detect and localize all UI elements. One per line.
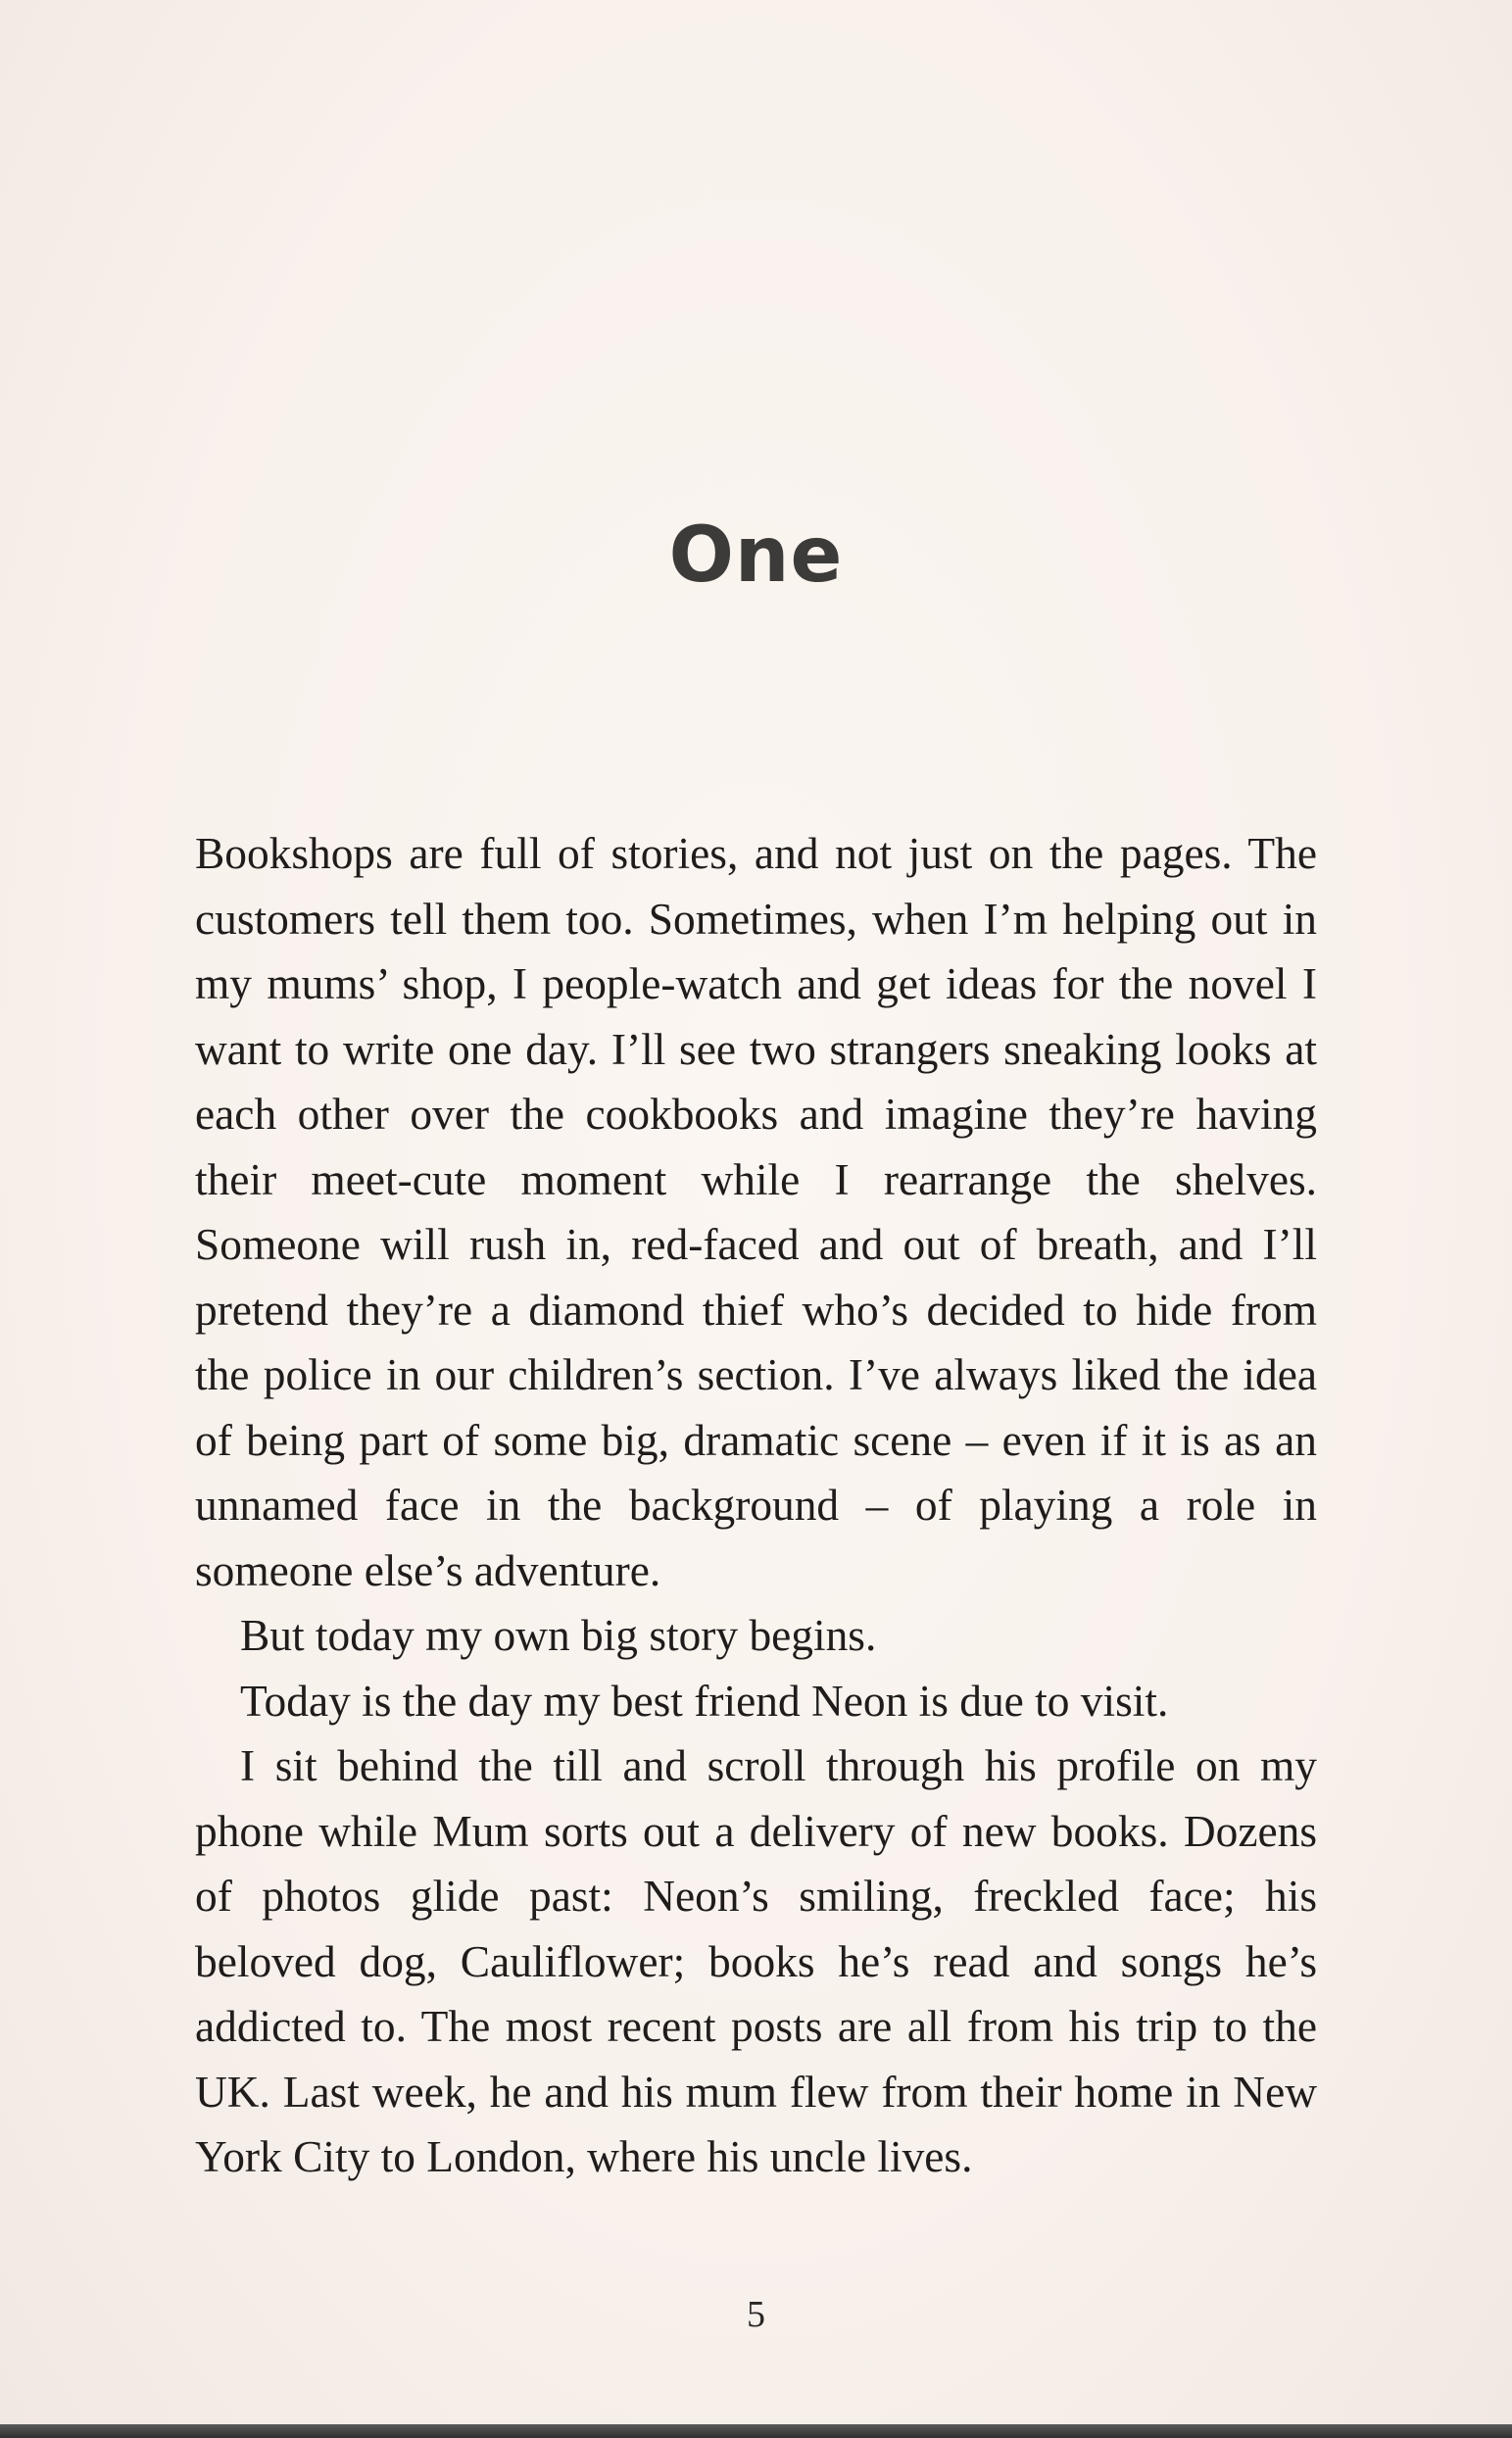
chapter-title: One [668,512,844,601]
paragraph-4: I sit behind the till and scroll through his profile on my phone while Mum sorts out a delivery of new books. Dozens of photos glide past: Neon’s smiling, freckled face; his beloved dog, Cauliflower; books he’s read and songs he’s addicted to. The most recent posts are all from his trip to the UK. Last week, he and his mum flew from their home in New York City to London, where his uncle lives. [195,1741,1317,2181]
page-number: 5 [747,2294,765,2335]
paragraph-3: Today is the day my best friend Neon is due to visit. [240,1676,1169,1726]
page-bottom-edge [0,2424,1512,2438]
paragraph-2: But today my own big story begins. [240,1611,877,1660]
body-text [195,821,1317,2190]
paragraph-1: Bookshops are full of stories, and not just on the pages. The customers tell them too. Sometimes, when I’m helping out in my mums’ shop, I people-watch and get ideas for the novel I want to write one day. I’ll see two strangers sneaking looks at each other over the cookbooks and imagine they’re having their meet-cute moment while I rearrange the shelves. Someone will rush in, red-faced and out of breath, and I’ll pretend they’re a diamond thief who’s decided to hide from the police in our children’s section. I’ve always liked the idea of being part of some big, dramatic scene – even if it is as an unnamed face in the background – of playing a role in someone else’s adventure. [195,829,1317,1595]
